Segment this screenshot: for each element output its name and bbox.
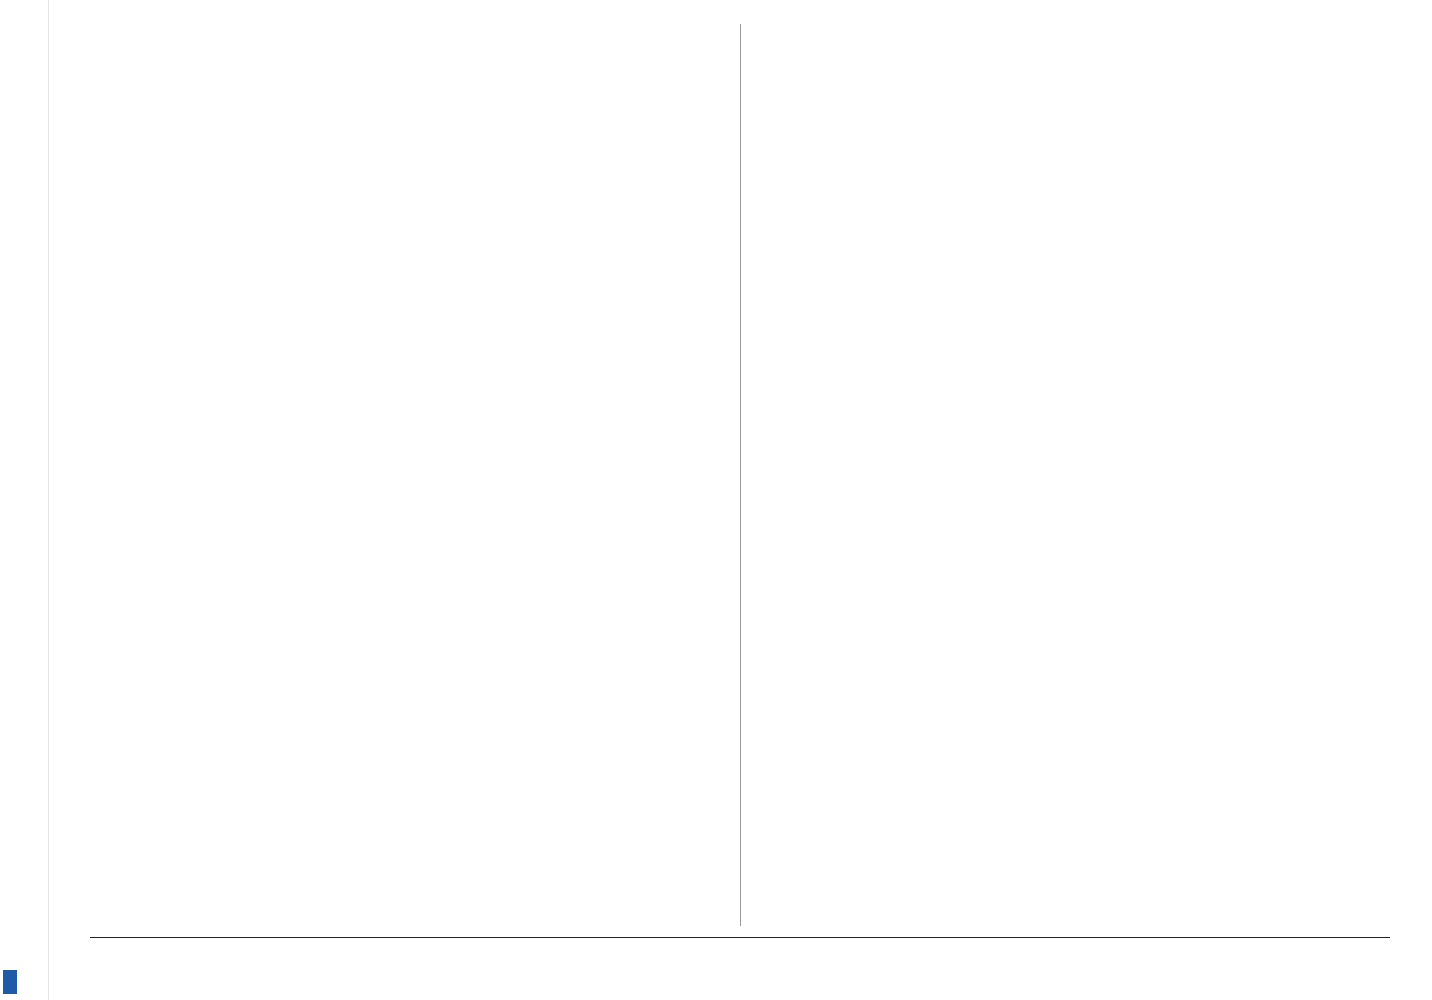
page-header	[90, 937, 1390, 978]
column-divider	[740, 24, 741, 926]
digitization-credit-strip	[18, 0, 44, 1000]
document-page	[90, 18, 1390, 978]
text-column-right	[90, 24, 710, 926]
digitization-credit	[18, 0, 44, 1000]
text-column-left	[770, 24, 1390, 926]
scan-edge-line	[48, 0, 49, 1000]
dfg-logo	[3, 970, 17, 994]
rotated-page	[90, 18, 1390, 978]
